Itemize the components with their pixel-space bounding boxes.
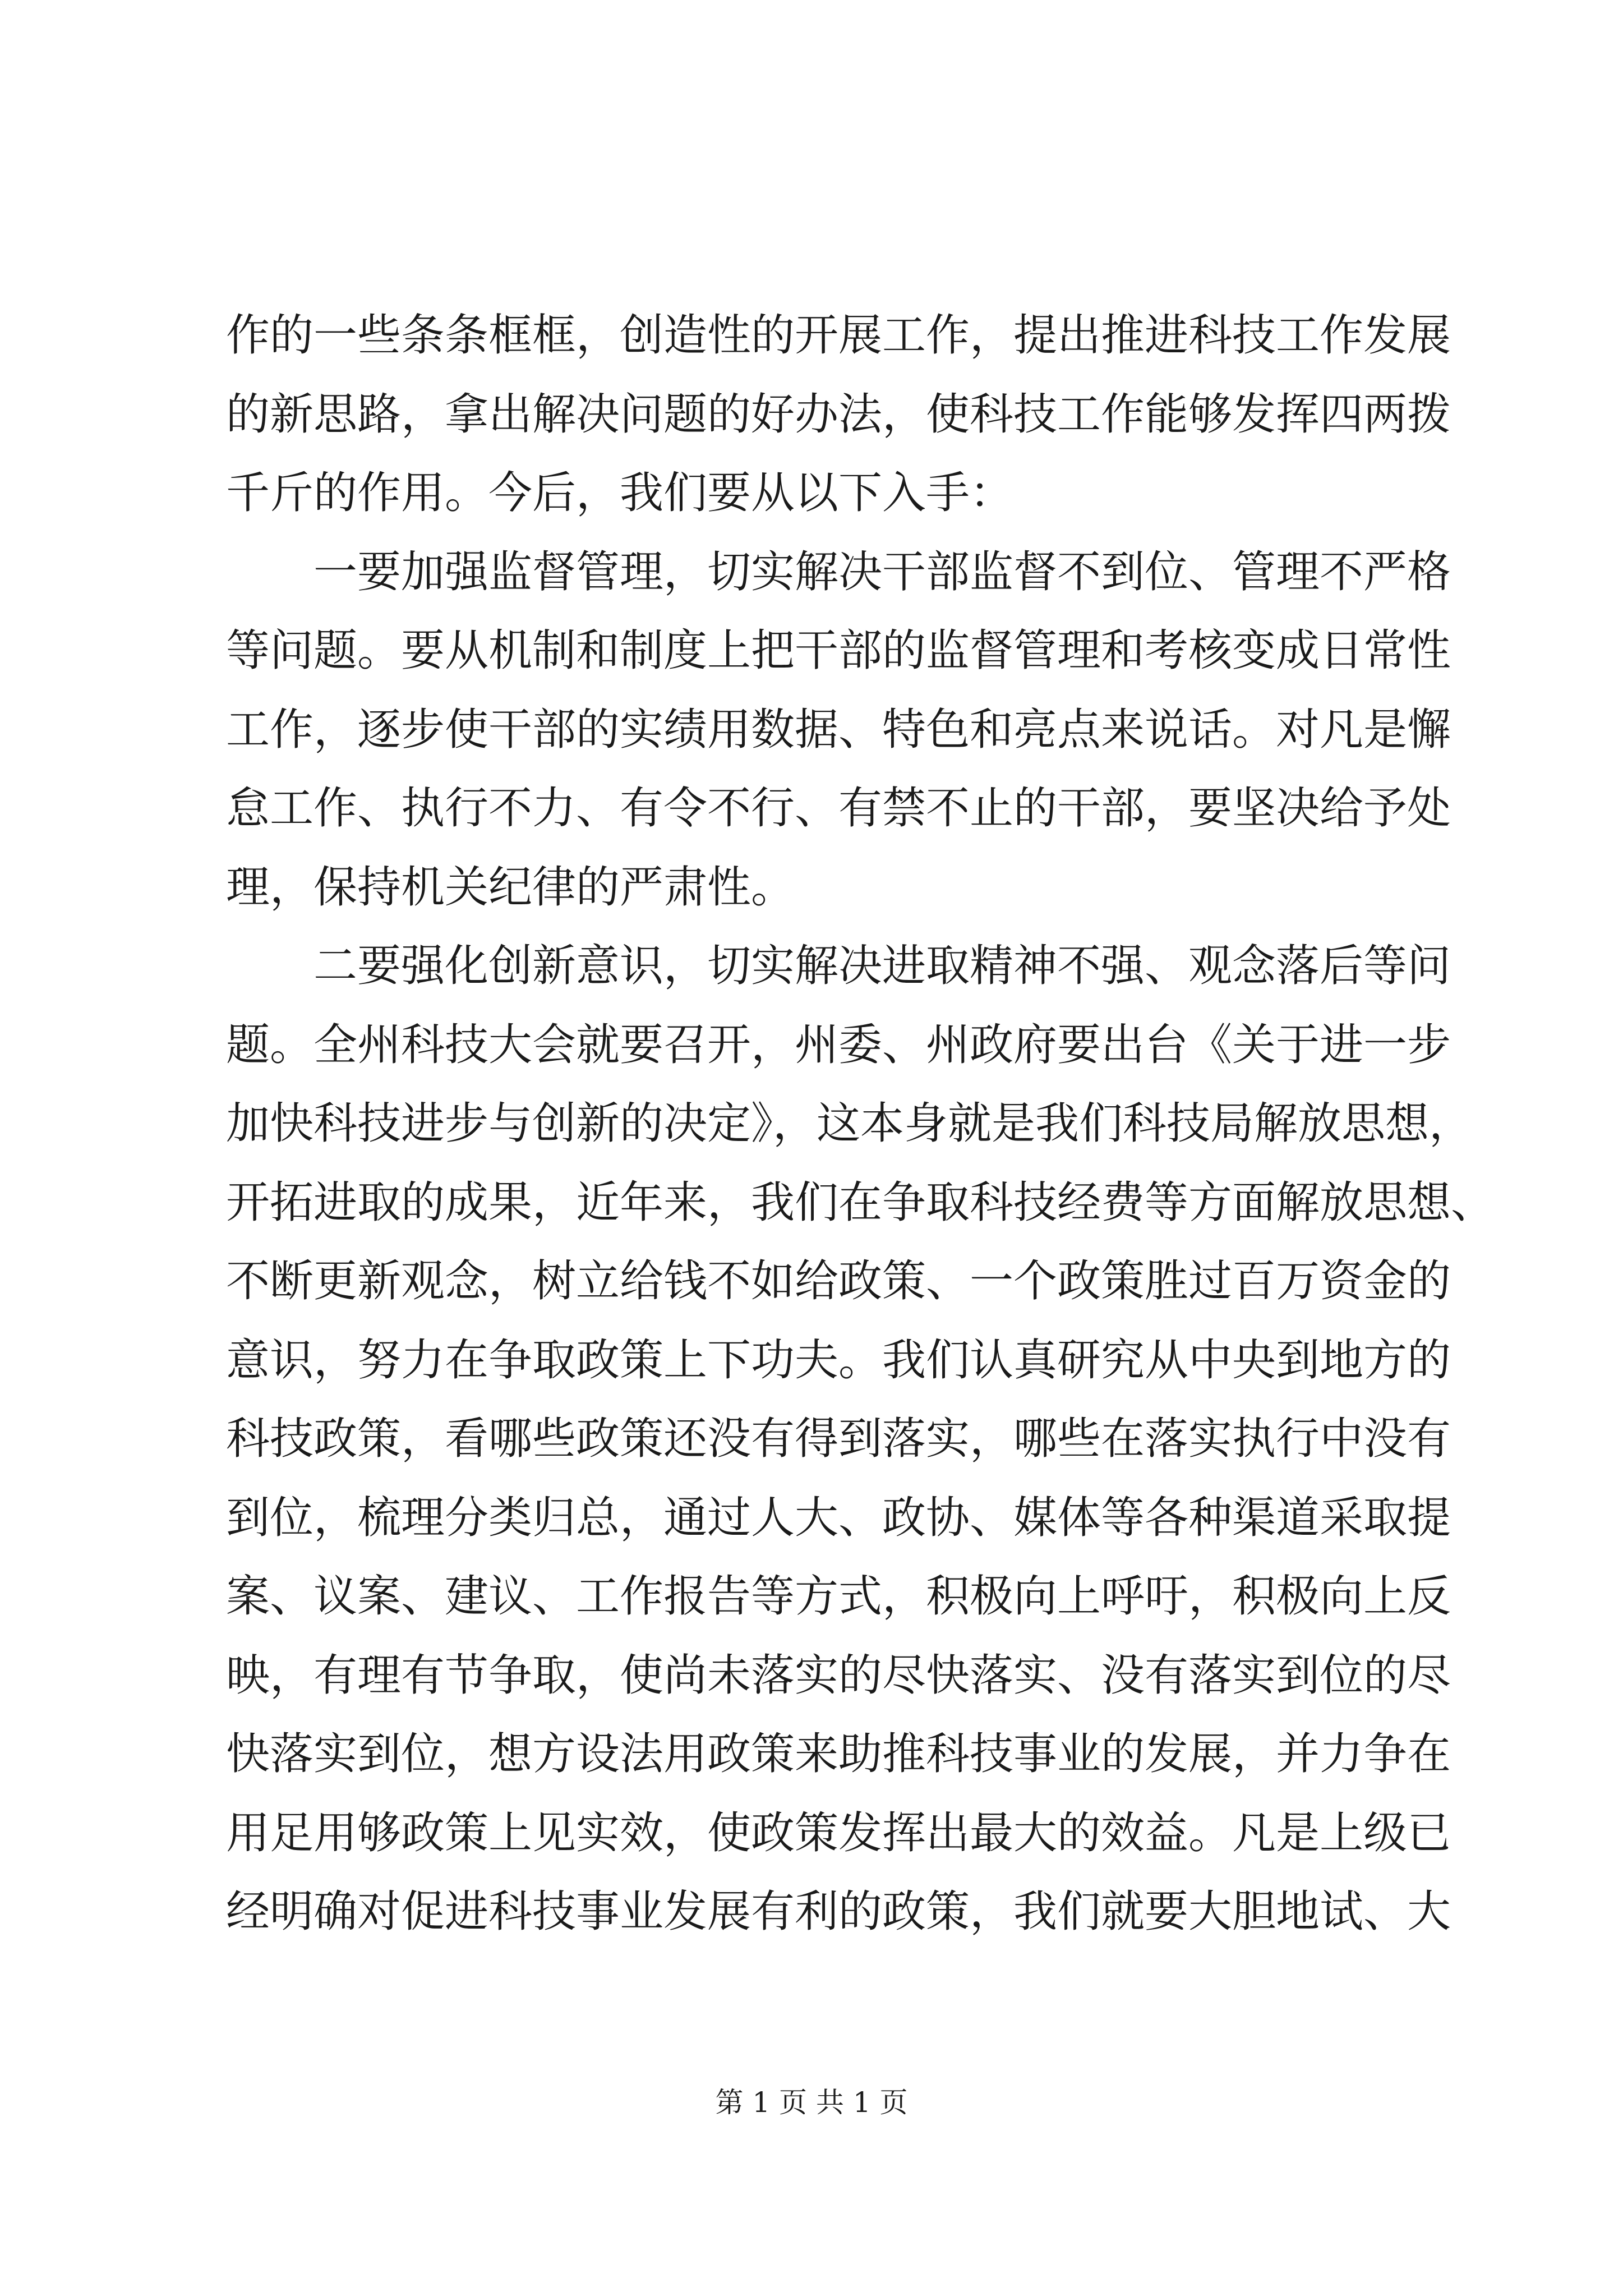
text-line: 理，保持机关纪律的严肃性。 (226, 862, 795, 913)
page-number-label: 第 1 页 共 1 页 (715, 2086, 908, 2119)
text-line: 经明确对促进科技事业发展有利的政策，我们就要大胆地试、大 (226, 1887, 1451, 1937)
page-footer (0, 2086, 1623, 2119)
text-line: 二要强化创新意识，切实解决进取精神不强、观念落后等问 (313, 941, 1451, 991)
text-line: 映，有理有节争取，使尚未落实的尽快落实、没有落实到位的尽 (226, 1650, 1451, 1701)
text-line: 等问题。要从机制和制度上把干部的监督管理和考核变成日常性 (226, 625, 1451, 676)
text-line: 怠工作、执行不力、有令不行、有禁不止的干部，要坚决给予处 (226, 783, 1451, 834)
text-line: 作的一些条条框框，创造性的开展工作，提出推进科技工作发展 (226, 310, 1451, 361)
text-line: 加快科技进步与创新的决定》，这本身就是我们科技局解放思想， (226, 1098, 1473, 1149)
text-line: 一要加强监督管理，切实解决干部监督不到位、管理不严格 (313, 546, 1451, 597)
text-line: 题。全州科技大会就要召开，州委、州政府要出台《关于进一步 (226, 1019, 1451, 1070)
text-line: 的新思路，拿出解决问题的好办法，使科技工作能够发挥四两拨 (226, 389, 1451, 440)
text-line: 到位，梳理分类归总，通过人大、政协、媒体等各种渠道采取提 (226, 1492, 1451, 1543)
text-line: 意识，努力在争取政策上下功夫。我们认真研究从中央到地方的 (226, 1335, 1451, 1386)
text-line: 案、议案、建议、工作报告等方式，积极向上呼吁，积极向上反 (226, 1571, 1451, 1622)
body-text (226, 296, 1495, 1952)
text-line: 不断更新观念，树立给钱不如给政策、一个政策胜过百万资金的 (226, 1256, 1451, 1306)
text-line: 用足用够政策上见实效，使政策发挥出最大的效益。凡是上级已 (226, 1807, 1451, 1858)
text-line: 工作，逐步使干部的实绩用数据、特色和亮点来说话。对凡是懈 (226, 704, 1451, 755)
text-line: 开拓进取的成果，近年来，我们在争取科技经费等方面解放思想、 (226, 1177, 1495, 1228)
text-line: 科技政策，看哪些政策还没有得到落实，哪些在落实执行中没有 (226, 1414, 1451, 1464)
text-line: 千斤的作用。今后，我们要从以下入手： (226, 468, 1014, 518)
text-line: 快落实到位，想方设法用政策来助推科技事业的发展，并力争在 (226, 1729, 1451, 1779)
